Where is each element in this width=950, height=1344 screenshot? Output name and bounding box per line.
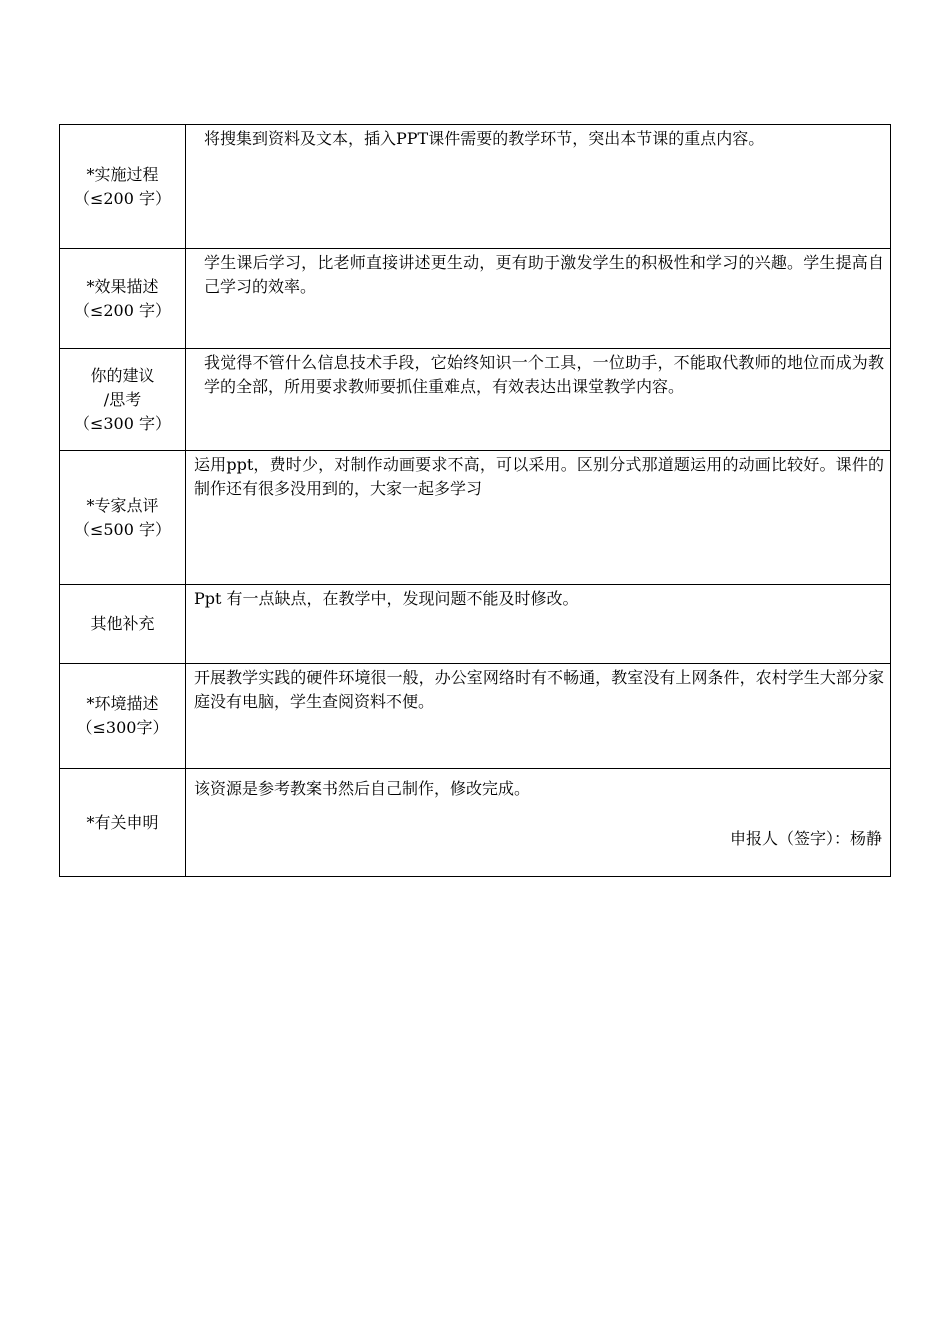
- table-row-other: [60, 585, 891, 664]
- suggestion-content: 我觉得不管什么信息技术手段，它始终知识一个工具，一位助手，不能取代教师的地位而成为教学的全部，所用要求教师要抓住重难点，有效表达出课堂教学内容。: [186, 349, 891, 451]
- row-label-line: /思考: [103, 389, 142, 409]
- environment-content: 开展教学实践的硬件环境很一般，办公室网络时有不畅通，教室没有上网条件，农村学生大部分家庭没有电脑，学生查阅资料不便。: [186, 664, 891, 769]
- applicant-signature: 申报人（签字）：杨静: [729, 829, 882, 848]
- table-row-effect: [60, 249, 891, 349]
- row-label: [60, 249, 186, 349]
- row-label-line: （≤500 字）: [73, 519, 172, 539]
- table-row-declaration: [60, 769, 891, 877]
- row-label: [60, 769, 186, 877]
- row-label: [60, 585, 186, 664]
- row-label: [60, 349, 186, 451]
- table-row-environment: [60, 664, 891, 769]
- row-label-line: *效果描述: [86, 276, 159, 296]
- row-label: [60, 125, 186, 249]
- row-label-line: 其他补充: [90, 614, 155, 633]
- row-label-line: （≤200 字）: [73, 188, 172, 208]
- application-form-table: [59, 124, 891, 877]
- other-content: Ppt 有一点缺点，在教学中，发现问题不能及时修改。: [186, 585, 891, 664]
- table-row-suggestion: [60, 349, 891, 451]
- expert-review-content: 运用ppt，费时少，对制作动画要求不高，可以采用。区别分式那道题运用的动画比较好。课件的制作还有很多没用到的，大家一起多学习: [186, 451, 891, 585]
- effect-content: 学生课后学习，比老师直接讲述更生动，更有助于激发学生的积极性和学习的兴趣。学生提高自己学习的效率。: [186, 249, 891, 349]
- row-label: [60, 664, 186, 769]
- row-label-line: 你的建议: [90, 365, 155, 385]
- row-label-line: *专家点评: [86, 495, 159, 515]
- table-row-implementation: [60, 125, 891, 249]
- declaration-content: 该资源是参考教案书然后自己制作，修改完成。: [194, 779, 531, 798]
- row-label-line: （≤300 字）: [73, 413, 172, 433]
- row-label: [60, 451, 186, 585]
- row-label-line: *有关申明: [86, 812, 159, 832]
- declaration-cell: [186, 769, 891, 877]
- row-label-line: *实施过程: [86, 164, 159, 184]
- row-label-line: （≤200 字）: [73, 300, 172, 320]
- implementation-content: 将搜集到资料及文本，插入PPT课件需要的教学环节，突出本节课的重点内容。: [186, 125, 891, 249]
- row-label-line: （≤300字）: [76, 718, 169, 737]
- row-label-line: *环境描述: [86, 694, 159, 713]
- table-row-expert-review: [60, 451, 891, 585]
